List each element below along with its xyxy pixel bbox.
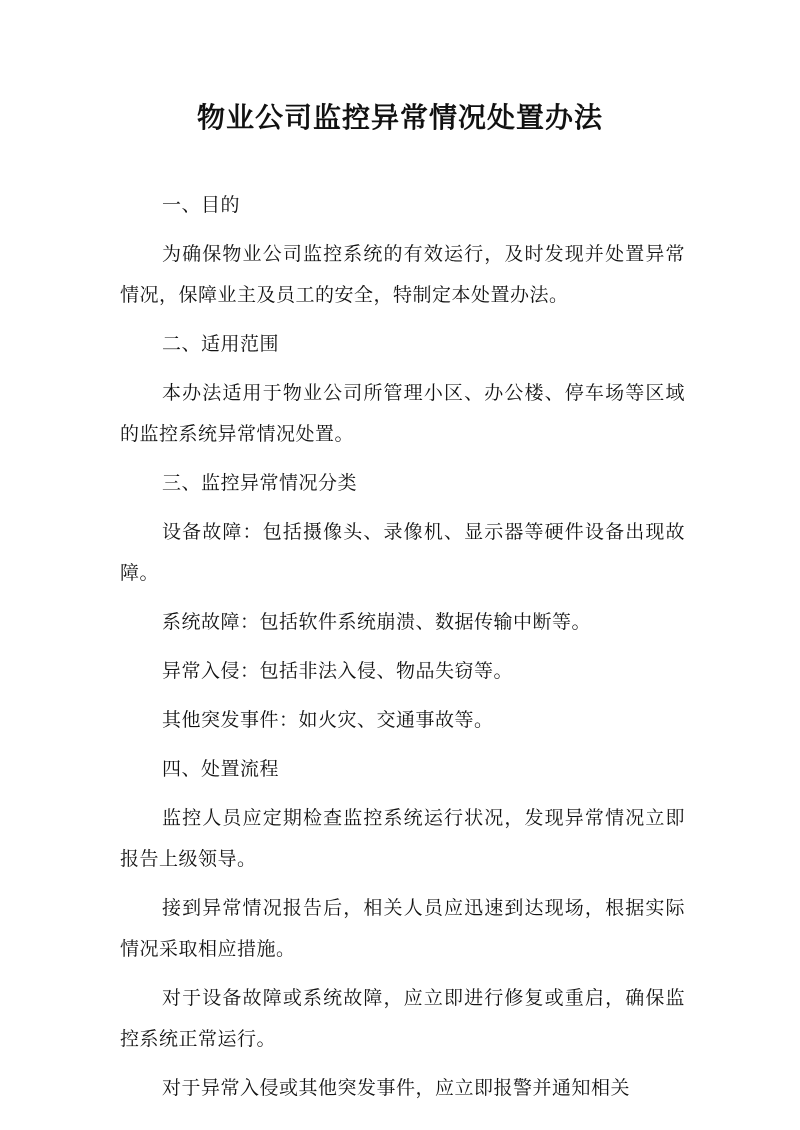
section-heading-classification: 三、监控异常情况分类	[162, 472, 358, 494]
section-heading-purpose: 一、目的	[162, 194, 241, 216]
paragraph: 监控人员应定期检查监控系统运行状况，发现异常情况立即报告上级领导。	[120, 807, 685, 870]
section-heading-procedure: 四、处置流程	[162, 758, 280, 780]
paragraph: 本办法适用于物业公司所管理小区、办公楼、停车场等区域的监控系统异常情况处置。	[120, 382, 685, 445]
paragraph: 其他突发事件：如火灾、交通事故等。	[162, 709, 494, 731]
paragraph: 系统故障：包括软件系统崩溃、数据传输中断等。	[162, 611, 592, 633]
document-body	[120, 185, 685, 1117]
paragraph: 设备故障：包括摄像头、录像机、显示器等硬件设备出现故障。	[120, 521, 685, 584]
paragraph: 接到异常情况报告后，相关人员应迅速到达现场，根据实际情况采取相应措施。	[120, 897, 685, 960]
document-title: 物业公司监控异常情况处置办法	[196, 101, 603, 134]
section-heading-scope: 二、适用范围	[162, 333, 280, 355]
paragraph: 异常入侵：包括非法入侵、物品失窃等。	[162, 660, 514, 682]
paragraph: 对于设备故障或系统故障，应立即进行修复或重启，确保监控系统正常运行。	[120, 987, 685, 1050]
paragraph: 对于异常入侵或其他突发事件，应立即报警并通知相关	[162, 1077, 631, 1099]
paragraph: 为确保物业公司监控系统的有效运行，及时发现并处置异常情况，保障业主及员工的安全，特制定本处置办法。	[120, 243, 685, 306]
